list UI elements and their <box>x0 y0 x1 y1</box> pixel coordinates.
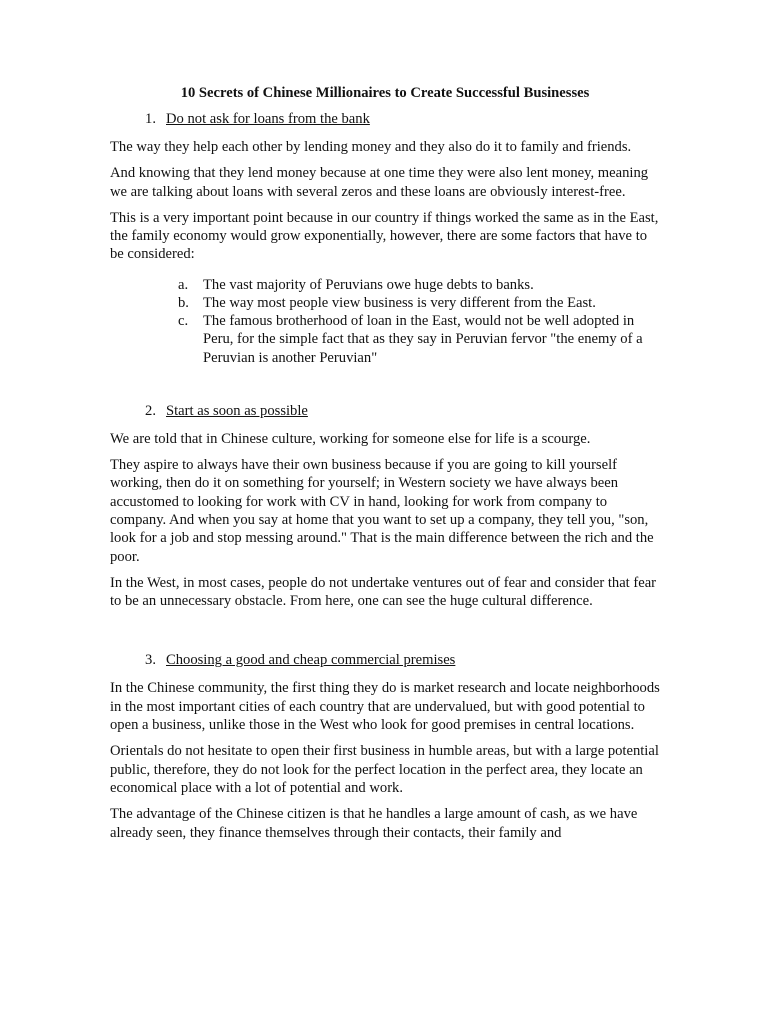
section-number: 2. <box>145 402 156 419</box>
section-heading-3 <box>110 651 660 669</box>
paragraph: In the West, in most cases, people do not undertake ventures out of fear and consider that fear to be an unnecessary obstacle. From here, one can see the huge cultural difference. <box>110 574 657 610</box>
section-heading-2 <box>110 402 660 420</box>
section-heading-1 <box>110 110 660 128</box>
list-item <box>178 312 660 367</box>
section-spacer <box>110 618 660 651</box>
section-title: Start as soon as possible <box>166 402 308 419</box>
section-spacer <box>110 367 660 402</box>
list-text: The vast majority of Peruvians owe huge debts to banks. <box>203 276 534 293</box>
list-item <box>178 294 660 312</box>
paragraph: Orientals do not hesitate to open their first business in humble areas, but with a large potential public, therefore, they do not look for the perfect location in the perfect area, they locate an economical place with a lot of potential and work. <box>110 743 659 796</box>
sub-list <box>110 276 660 367</box>
list-text: The way most people view business is very different from the East. <box>203 294 596 311</box>
list-marker: b. <box>178 294 189 311</box>
list-marker: c. <box>178 313 189 330</box>
paragraph: We are told that in Chinese culture, working for someone else for life is a scourge. <box>110 430 591 447</box>
paragraph: The way they help each other by lending money and they also do it to family and friends. <box>110 139 632 155</box>
paragraph: In the Chinese community, the first thing they do is market research and locate neighborhoods in the most important cities of each country that are undervalued, but with good potential to open a business, unlike those in the West who look for good premises in central locations. <box>110 680 660 734</box>
paragraph: The advantage of the Chinese citizen is that he handles a large amount of cash, as we have already seen, they finance themselves through their contacts, their family and <box>110 806 638 841</box>
section-title: Do not ask for loans from the bank <box>166 111 370 127</box>
section-number: 3. <box>145 652 156 669</box>
document-title: 10 Secrets of Chinese Millionaires to Create Successful Businesses <box>180 85 590 101</box>
list-marker: a. <box>178 276 189 293</box>
paragraph: This is a very important point because in our country if things worked the same as in the East, the family economy would grow exponentially, however, there are some factors that have to be considered: <box>110 209 659 263</box>
paragraph: They aspire to always have their own business because if you are going to kill yourself working, then do it on something for yourself; in Western society we have always been accustomed to looking for work with CV in hand, looking for work from company to company. And when you say at home that you want to set up a company, they tell you, "son, look for a job and stop messing around." That is the main difference between the rich and the poor. <box>110 457 654 565</box>
list-item <box>178 276 660 294</box>
section-title: Choosing a good and cheap commercial premises <box>166 652 456 669</box>
list-text: The famous brotherhood of loan in the East, would not be well adopted in Peru, for the simple fact that as they say in Peruvian fervor "the enemy of a Peruvian is another Peruvian" <box>203 313 643 366</box>
paragraph: And knowing that they lend money because at one time they were also lent money, meaning we are talking about loans with several zeros and these loans are obviously interest-free. <box>110 165 649 200</box>
section-number: 1. <box>145 111 156 127</box>
document-page <box>110 84 660 850</box>
